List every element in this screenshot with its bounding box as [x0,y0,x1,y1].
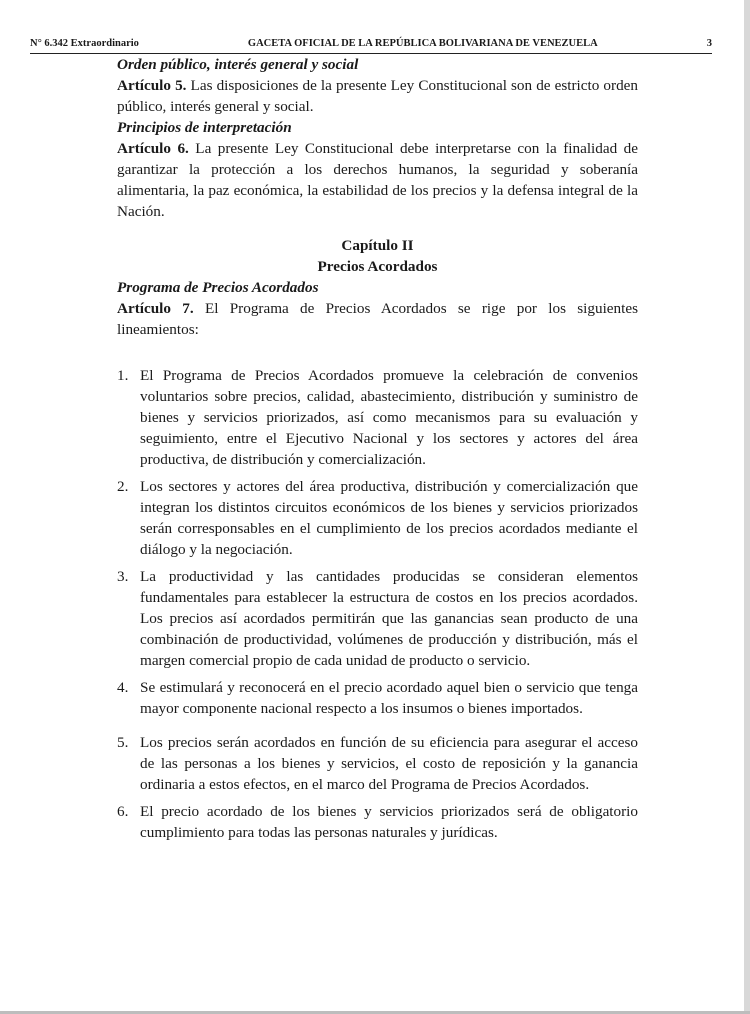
article-6-text: La presente Ley Constitucional debe interpretarse con la finalidad de garantizar la protección a los derechos humanos, la seguridad y soberanía alimentaria, la paz económica, la estabilidad de los precios y la defensa integral de la Nación. [117,140,638,220]
list-item-number: 3. [117,568,129,585]
page-header [30,38,712,54]
page-number: 3 [706,38,712,49]
guidelines-list [117,365,638,843]
list-item-number: 2. [117,478,129,495]
document-body [117,54,638,843]
list-item [117,365,638,470]
list-item [117,677,638,719]
issue-number: N° 6.342 Extraordinario [30,38,139,49]
list-item-text: El precio acordado de los bienes y servicios priorizados será de obligatorio cumplimiento para todas las personas naturales y jurídicas. [140,803,638,841]
article-7-label: Artículo 7. [117,300,194,317]
list-item [117,801,638,843]
article-5-text: Las disposiciones de la presente Ley Constitucional son de estricto orden público, interés general y social. [117,77,638,115]
article-5 [117,75,638,117]
gazette-page [30,38,712,843]
list-item-text: La productividad y las cantidades producidas se consideran elementos fundamentales para establecer la estructura de costos en los precios acordados. Los precios así acordados permitirán que las ganancias sean producto de una combinación de productividad, volúmenes de producción y distribución, más el margen comercial propio de cada unidad de producto o servicio. [140,568,638,669]
chapter-title: Precios Acordados [317,258,438,275]
list-item [117,476,638,560]
article-6-label: Artículo 6. [117,140,189,157]
section-heading-principios: Principios de interpretación [117,119,292,136]
article-6 [117,138,638,222]
page-edge-right [744,0,750,1014]
article-7-text: El Programa de Precios Acordados se rige por los siguientes lineamientos: [117,300,638,338]
list-item-text: Los precios serán acordados en función de su eficiencia para asegurar el acceso de las personas a los bienes y servicios, el costo de reposición y la ganancia ordinaria a estos efectos, en el marco del Programa de Precios Acordados. [140,734,638,793]
section-heading-orden-publico: Orden público, interés general y social [117,56,359,73]
list-item-number: 1. [117,367,129,384]
article-5-label: Artículo 5. [117,77,187,94]
list-item-number: 4. [117,679,129,696]
list-item-text: Los sectores y actores del área productiva, distribución y comercialización que integran los distintos circuitos económicos de los bienes y servicios priorizados serán corresponsables en el cumplimiento de los precios acordados mediante el diálogo y la negociación. [140,478,638,558]
chapter-heading [117,235,638,277]
list-item [117,566,638,671]
chapter-number: Capítulo II [341,237,414,254]
section-heading-programa: Programa de Precios Acordados [117,279,319,296]
list-item-text: Se estimulará y reconocerá en el precio acordado aquel bien o servicio que tenga mayor componente nacional respecto a los insumos o bienes importados. [140,679,638,717]
list-item-number: 6. [117,803,129,820]
gazette-title: GACETA OFICIAL DE LA REPÚBLICA BOLIVARIANA DE VENEZUELA [247,38,598,49]
list-item [117,732,638,795]
article-7 [117,298,638,340]
list-item-text: El Programa de Precios Acordados promueve la celebración de convenios voluntarios sobre precios, calidad, abastecimiento, distribución y suministro de bienes y servicios priorizados, así como mecanismos para su evaluación y seguimiento, entre el Ejecutivo Nacional y los sectores y actores del área productiva, de distribución y comercialización. [140,367,638,468]
list-item-number: 5. [117,734,129,751]
